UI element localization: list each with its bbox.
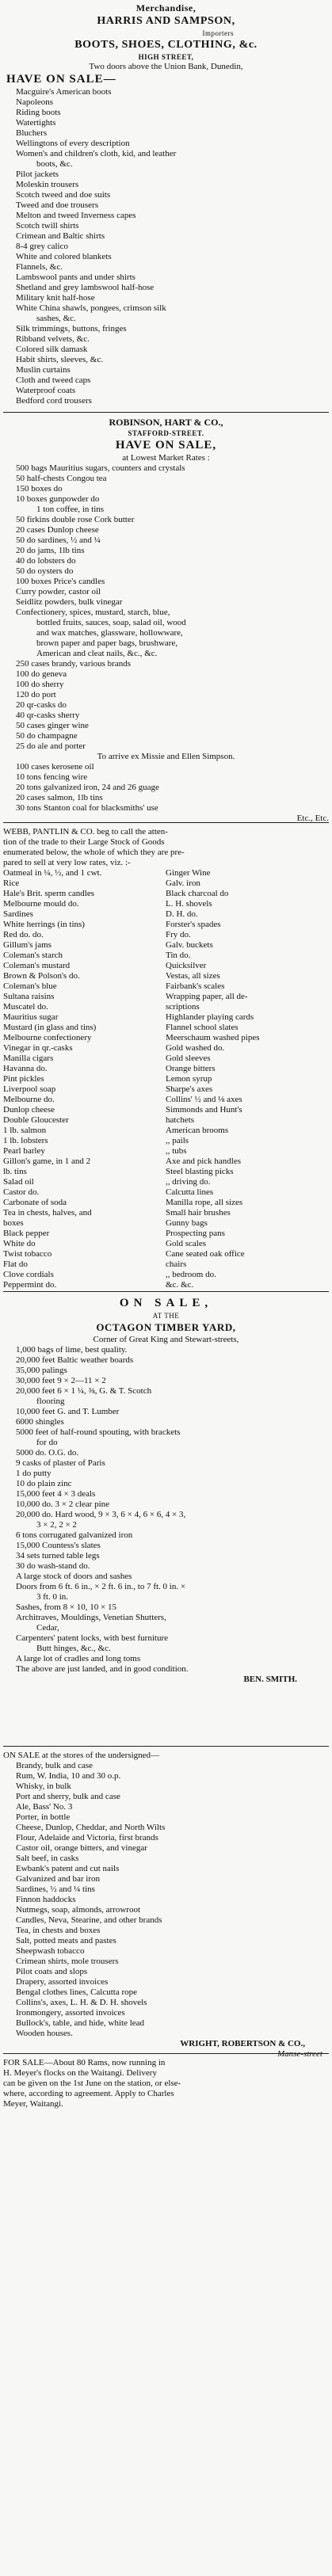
list-item: Salad oil xyxy=(3,1177,34,1187)
table-row xyxy=(3,920,329,930)
list-item: 40 do lobsters do xyxy=(16,556,76,566)
list-item: 20,000 do. Hard wood, 9 × 3, 6 × 4, 6 × 6, 4 × 3, xyxy=(16,1510,186,1519)
divider xyxy=(3,822,329,823)
sale-heading: HAVE ON SALE, xyxy=(115,439,217,452)
signature: BEN. SMITH. xyxy=(243,1675,297,1684)
list-item: 40 qr-casks sherry xyxy=(16,711,80,720)
list-item: Napoleons xyxy=(16,97,54,107)
list-item: Galv. iron xyxy=(166,878,200,888)
list-item: Ironmongery, assorted invoices xyxy=(16,2008,125,2018)
list-item: Rice xyxy=(3,878,20,888)
list-item: Manilla cigars xyxy=(3,1054,54,1063)
list-item: Sharpe's axes xyxy=(166,1084,213,1094)
list-item: Oatmeal in ¼, ½, and 1 cwt. xyxy=(3,868,102,878)
closing-note: The above are just landed, and in good condition. xyxy=(16,1664,189,1674)
list-item: Lambswool pants and under shirts xyxy=(16,272,135,282)
divider xyxy=(3,412,329,413)
list-item: ,, driving do. xyxy=(166,1177,211,1187)
table-row xyxy=(3,951,329,961)
list-item: Cloth and tweed caps xyxy=(16,375,91,385)
list-item: Riding boots xyxy=(16,108,61,117)
list-item: Colored silk damask xyxy=(16,345,88,354)
list-item: Melbourne do. xyxy=(3,1095,55,1104)
location-line: Two doors above the Union Bank, Dunedin, xyxy=(89,62,243,71)
list-item: Curry powder, castor oil xyxy=(16,587,101,596)
list-item: 30 tons Stanton coal for blacksmiths' use xyxy=(16,803,158,813)
table-row xyxy=(3,868,329,878)
list-item: Bullock's, table, and hide, white lead xyxy=(16,2018,145,2028)
table-row xyxy=(3,1157,329,1167)
list-item: Flannels, &c. xyxy=(16,262,63,272)
list-item: Black charcoal do xyxy=(166,889,229,898)
list-item: Galvanized and bar iron xyxy=(16,1874,100,1884)
list-item: D. H. do. xyxy=(166,909,198,919)
yard-name: OCTAGON TIMBER YARD, xyxy=(96,1321,236,1333)
street-name: Manse-street xyxy=(277,2049,322,2059)
list-item: Women's and children's cloth, kid, and leather xyxy=(16,149,177,158)
list-item: 3 ft. 0 in. xyxy=(36,1592,69,1602)
table-row xyxy=(3,1280,329,1290)
list-item: Silk trimmings, buttons, fringes xyxy=(16,324,127,333)
list-item: 50 do oysters do xyxy=(16,566,74,576)
intro-line: ON SALE at the stores of the undersigned— xyxy=(3,1751,160,1760)
list-item: Port and sherry, bulk and case xyxy=(16,1792,120,1801)
list-item: Nutmegs, soap, almonds, arrowroot xyxy=(16,1905,141,1915)
list-item: Castor do. xyxy=(3,1187,40,1197)
list-item: Seidlitz powders, bulk vinegar xyxy=(16,597,123,607)
list-item: 15,000 feet 4 × 3 deals xyxy=(16,1489,96,1499)
list-item: White and colored blankets xyxy=(16,252,112,261)
list-item: Mustard (in glass and tins) xyxy=(3,1023,97,1032)
list-item: 15,000 Countess's slates xyxy=(16,1541,101,1550)
list-item: White China shawls, pongees, crimson silk xyxy=(16,303,166,313)
list-item: Butt hinges, &c., &c. xyxy=(36,1644,111,1653)
list-item: boots, &c. xyxy=(36,159,73,169)
list-item: 100 do sherry xyxy=(16,680,64,689)
list-item: White herrings (in tins) xyxy=(3,920,85,929)
list-item: 10,000 feet G. and T. Lumber xyxy=(16,1407,120,1416)
trade-tag: Importers xyxy=(202,29,234,37)
sale-heading: HAVE ON SALE— xyxy=(6,73,116,86)
list-item: A large stock of doors and sashes xyxy=(16,1572,132,1581)
list-item: Muscatel do. xyxy=(3,1002,48,1012)
list-item: Bedford cord trousers xyxy=(16,396,92,406)
list-item: Bengal clothes lines, Calcutta rope xyxy=(16,1987,138,1997)
table-row xyxy=(3,930,329,940)
list-item: &c. &c. xyxy=(166,1280,194,1290)
table-row xyxy=(3,1054,329,1064)
notice-line: H. Meyer's flocks on the Waitangi. Delivery xyxy=(3,2068,157,2078)
list-item: Rum, W. India, 10 and 30 o.p. xyxy=(16,1771,121,1781)
list-item: Scotch twill shirts xyxy=(16,221,79,231)
intro-paragraph xyxy=(3,1751,329,1771)
list-item: Flat do xyxy=(3,1259,28,1269)
table-row xyxy=(3,1146,329,1157)
list-item: Melton and tweed Inverness capes xyxy=(16,211,136,220)
list-item: 20,000 feet Baltic weather boards xyxy=(16,1355,134,1365)
notice-line: Meyer, Waitangi. xyxy=(3,2099,63,2109)
list-item: Steel blasting picks xyxy=(166,1167,234,1176)
list-item: hatchets xyxy=(166,1115,195,1125)
list-item: 1 lb. salmon xyxy=(3,1126,47,1135)
list-item: Finnon haddocks xyxy=(16,1895,76,1904)
list-item: 6000 shingles xyxy=(16,1417,64,1427)
list-item: Drapery, assorted invoices xyxy=(16,1977,109,1987)
list-item: Shetland and grey lambswool half-hose xyxy=(16,283,155,292)
table-row xyxy=(3,981,329,992)
sale-heading: ON SALE, xyxy=(119,1297,213,1309)
divider xyxy=(3,1746,329,1747)
list-item: Scotch tweed and doe suits xyxy=(16,190,111,200)
notice-paragraph xyxy=(3,2058,329,2109)
list-item: Clove cordials xyxy=(3,1270,54,1279)
table-row xyxy=(3,1023,329,1033)
table-row xyxy=(3,1105,329,1115)
list-item: ,, bedroom do. xyxy=(166,1270,216,1279)
list-item: Doors from 6 ft. 6 in., × 2 ft. 6 in., to 7 ft. 0 in. × xyxy=(16,1582,186,1591)
list-item: 20 qr-casks do xyxy=(16,700,67,710)
table-row xyxy=(3,1126,329,1136)
list-item: 30 do wash-stand do. xyxy=(16,1561,90,1571)
list-item: Ribband velvets, &c. xyxy=(16,334,90,344)
list-item: To arrive ex Missie and Ellen Simpson. xyxy=(97,752,235,761)
intro-line: Brandy, bulk and case xyxy=(16,1761,93,1770)
list-item: Fairbank's scales xyxy=(166,981,225,991)
notice-line: can be given on the 1st June on the station, or else- xyxy=(3,2079,181,2088)
divider xyxy=(3,2053,329,2054)
list-item: Mauritius sugar xyxy=(3,1012,59,1022)
table-row xyxy=(3,1187,329,1198)
intro-paragraph xyxy=(3,827,329,868)
list-item: Ale, Bass' No. 3 xyxy=(16,1802,73,1812)
list-item: Bluchers xyxy=(16,128,48,138)
intro-line: tion of the trade to their Large Stock of Goods xyxy=(3,837,165,847)
corner-line: Corner of Great King and Stewart-streets, xyxy=(93,1335,239,1344)
list-item: Cane seated oak office xyxy=(166,1249,245,1259)
list-item: Crimean and Baltic shirts xyxy=(16,231,105,241)
list-item: Sardines xyxy=(3,909,33,919)
table-row xyxy=(3,1074,329,1084)
list-item: 50 cases ginger wine xyxy=(16,721,89,730)
advertiser-firm: HARRIS AND SAMPSON, xyxy=(97,15,235,27)
list-item: Lemon syrup xyxy=(166,1074,212,1084)
table-row xyxy=(3,1012,329,1023)
list-item: 10 do plain zinc xyxy=(16,1479,72,1488)
list-item: Gillon's game, in 1 and 2 xyxy=(3,1157,91,1166)
street-name: HIGH STREET, xyxy=(138,53,194,61)
list-item: 3 × 2, 2 × 2 xyxy=(36,1520,77,1530)
list-item: Collins' ½ and ⅛ axes xyxy=(166,1095,242,1104)
list-item: Architraves, Mouldings, Venetian Shutters, xyxy=(16,1613,166,1622)
list-item: Gold washed do. xyxy=(166,1043,225,1053)
list-item: 20 cases Dunlop cheese xyxy=(16,525,99,535)
table-row xyxy=(3,1136,329,1146)
list-item: Crimean shirts, mole trousers xyxy=(16,1957,119,1966)
list-item: Watertights xyxy=(16,118,56,128)
octagon-timber-yard-advertisement xyxy=(3,1296,329,1685)
list-item: 6 tons corrugated galvanized iron xyxy=(16,1530,133,1540)
list-item: 120 do port xyxy=(16,690,56,699)
list-item: Sardines, ½ and ¼ tins xyxy=(16,1884,95,1894)
item-list xyxy=(3,463,329,824)
table-row xyxy=(3,1229,329,1239)
table-row xyxy=(3,1208,329,1218)
table-row xyxy=(3,1218,329,1229)
table-row xyxy=(3,1043,329,1054)
list-item: 25 do ale and porter xyxy=(16,741,86,751)
wright-robertson-advertisement xyxy=(3,1751,329,2060)
advertiser-firm: WRIGHT, ROBERTSON & CO., xyxy=(180,2039,305,2048)
robinson-hart-advertisement xyxy=(3,417,329,824)
section-heading: Merchandise, xyxy=(135,2,197,13)
list-item: Muslin curtains xyxy=(16,365,71,375)
at-the-label: AT THE xyxy=(152,1312,180,1320)
list-item: Ewbank's patent and cut nails xyxy=(16,1864,120,1873)
list-item: 50 do champagne xyxy=(16,731,78,741)
list-item: 1 do putty xyxy=(16,1469,52,1478)
list-item: 8-4 grey calico xyxy=(16,242,68,251)
list-item: Whisky, in bulk xyxy=(16,1781,71,1791)
item-list xyxy=(3,1771,329,2039)
list-item: Cheese, Dunlop, Cheddar, and North Wilts xyxy=(16,1823,166,1832)
list-item: Meerschaum washed pipes xyxy=(166,1033,260,1042)
divider xyxy=(3,1291,329,1292)
list-item: brown paper and paper bags, brushware, xyxy=(36,638,178,648)
item-list xyxy=(3,1345,329,1664)
table-row xyxy=(3,992,329,1002)
list-item: Ginger Wine xyxy=(166,868,211,878)
list-item: 50 firkins double rose Cork butter xyxy=(16,515,135,524)
list-item: 5000 feet of half-round spouting, with brackets xyxy=(16,1427,181,1437)
list-item: boxes xyxy=(3,1218,24,1228)
list-item: Gold sleeves xyxy=(166,1054,211,1063)
list-item: Porter, in bottle xyxy=(16,1812,71,1822)
list-item: 500 bags Mauritius sugars, counters and crystals xyxy=(16,463,185,473)
harris-sampson-advertisement xyxy=(3,2,329,406)
list-item: Carbonate of soda xyxy=(3,1198,67,1207)
list-item: Macguire's American boots xyxy=(16,87,112,97)
list-item: American brooms xyxy=(166,1126,229,1135)
list-item: Calcutta lines xyxy=(166,1187,214,1197)
list-item: Tweed and doe trousers xyxy=(16,200,99,210)
list-item: Melbourne mould do. xyxy=(3,899,79,909)
table-row xyxy=(3,1198,329,1208)
list-item: Liverpool soap xyxy=(3,1084,56,1094)
list-item: for do xyxy=(36,1438,58,1447)
notice-line: FOR SALE—About 80 Rams, now running in xyxy=(3,2058,166,2067)
table-row xyxy=(3,1270,329,1280)
list-item: 30,000 feet 9 × 2—11 × 2 xyxy=(16,1376,106,1385)
table-row xyxy=(3,909,329,920)
list-item: Simmonds and Hunt's xyxy=(166,1105,242,1115)
list-item: Wellingtons of every description xyxy=(16,139,130,148)
list-item: Black pepper xyxy=(3,1229,50,1238)
rams-for-sale-advertisement xyxy=(3,2058,329,2109)
list-item: 35,000 palings xyxy=(16,1366,67,1375)
table-row xyxy=(3,899,329,909)
list-item: Prospecting pans xyxy=(166,1229,225,1238)
trade-heading: BOOTS, SHOES, CLOTHING, &c. xyxy=(74,39,258,51)
list-item: Orange bitters xyxy=(166,1064,216,1073)
table-row xyxy=(3,1167,329,1177)
list-item: Wrapping paper, all de- xyxy=(166,992,248,1001)
list-item: Habit shirts, sleeves, &c. xyxy=(16,355,103,364)
list-item: Gunny bags xyxy=(166,1218,208,1228)
list-item: 1,000 bags of lime, best quality. xyxy=(16,1345,128,1355)
list-item: Salt beef, in casks xyxy=(16,1854,79,1863)
table-row xyxy=(3,940,329,951)
list-item: Tin do. xyxy=(166,951,191,960)
list-item: 20 cases salmon, 1lb tins xyxy=(16,793,103,802)
list-item: L. H. shovels xyxy=(166,899,212,909)
notice-line: where, according to agreement. Apply to Charles xyxy=(3,2089,174,2098)
list-item: Pilot coats and slops xyxy=(16,1967,88,1976)
list-item: 10,000 do. 3 × 2 clear pine xyxy=(16,1499,110,1509)
table-row xyxy=(3,971,329,981)
list-item: Flour, Adelaide and Victoria, first brands xyxy=(16,1833,158,1842)
list-item: American and cleat nails, &c., &c. xyxy=(36,649,158,658)
table-row xyxy=(3,1064,329,1074)
table-row xyxy=(3,1259,329,1270)
list-item: 1 lb. lobsters xyxy=(3,1136,48,1145)
list-item: Flannel school slates xyxy=(166,1023,239,1032)
list-item: Gillum's jams xyxy=(3,940,52,950)
list-item: Quicksilver xyxy=(166,961,207,970)
list-item: 20 tons galvanized iron, 24 and 26 guage xyxy=(16,783,159,792)
intro-line: pared to sell at very low rates, viz. :- xyxy=(3,858,131,867)
list-item: Moleskin trousers xyxy=(16,180,79,189)
list-item: Dunlop cheese xyxy=(3,1105,55,1115)
list-item: chairs xyxy=(166,1259,187,1269)
table-row xyxy=(3,1084,329,1095)
list-item: Collins's, axes, L. H. & D. H. shovels xyxy=(16,1998,147,2007)
table-row xyxy=(3,1239,329,1249)
table-row xyxy=(3,878,329,889)
list-item: Vinegar in qr.-casks xyxy=(3,1043,73,1053)
list-item: flooring xyxy=(36,1397,65,1406)
list-item: 34 sets turned table legs xyxy=(16,1551,100,1560)
table-row xyxy=(3,1002,329,1012)
list-item: Sheepwash tobacco xyxy=(16,1946,85,1956)
list-item: bottled fruits, sauces, soap, salad oil, wood xyxy=(36,618,186,627)
list-item: 150 boxes do xyxy=(16,484,63,493)
advertiser-firm: ROBINSON, HART & CO., xyxy=(109,417,223,428)
item-list xyxy=(3,87,329,406)
list-item: Twist tobacco xyxy=(3,1249,52,1259)
list-item: Pint pickles xyxy=(3,1074,44,1084)
list-item: 5000 do. O.G. do. xyxy=(16,1448,79,1458)
list-item: Hale's Brit. sperm candles xyxy=(3,889,95,898)
list-item: Candles, Neva, Stearine, and other brands xyxy=(16,1915,162,1925)
table-row xyxy=(3,1033,329,1043)
list-item: Fry do. xyxy=(166,930,191,939)
list-item: Brown & Polson's do. xyxy=(3,971,80,981)
list-item: Pilot jackets xyxy=(16,170,59,179)
table-row xyxy=(3,1177,329,1187)
intro-line: enumerated below, the whole of which they are pre- xyxy=(3,848,185,857)
list-item: Gold scales xyxy=(166,1239,207,1248)
list-item: Waterproof coats xyxy=(16,386,76,395)
list-item: A large lot of cradles and long toms xyxy=(16,1654,141,1663)
list-item: Military knit half-hose xyxy=(16,293,95,303)
list-item: 10 boxes gunpowder do xyxy=(16,494,100,504)
list-item: Cedar, xyxy=(36,1623,59,1633)
list-item: 20 do jams, 1lb tins xyxy=(16,546,85,555)
list-item: Sultana raisins xyxy=(3,992,55,1001)
list-item: Double Gloucester xyxy=(3,1115,69,1125)
list-item: White do xyxy=(3,1239,36,1248)
two-column-list xyxy=(3,868,329,1290)
list-item: Havanna do. xyxy=(3,1064,48,1073)
list-item: Coleman's blue xyxy=(3,981,57,991)
list-item: Etc., Etc. xyxy=(296,814,329,823)
list-item: Castor oil, orange bitters, and vinegar xyxy=(16,1843,147,1853)
list-item: 10 tons fencing wire xyxy=(16,772,88,782)
list-item: 100 boxes Price's candles xyxy=(16,577,105,586)
list-item: Wooden houses. xyxy=(16,2029,73,2038)
table-row xyxy=(3,1249,329,1259)
list-item: Sashes, from 8 × 10, 10 × 15 xyxy=(16,1602,116,1612)
list-item: Red do. do. xyxy=(3,930,44,939)
list-item: 50 half-chests Congou tea xyxy=(16,474,107,483)
list-item: 100 cases kerosene oil xyxy=(16,762,94,772)
table-row xyxy=(3,1095,329,1105)
list-item: Carpenters' patent locks, with best furniture xyxy=(16,1633,168,1643)
list-item: Melbourne confectionery xyxy=(3,1033,92,1042)
table-row xyxy=(3,889,329,899)
list-item: Vestas, all sizes xyxy=(166,971,220,981)
list-item: ,, tubs xyxy=(166,1146,187,1156)
list-item: Pearl barley xyxy=(3,1146,45,1156)
list-item: Confectionery, spices, mustard, starch, blue, xyxy=(16,608,170,617)
list-item: Highlander playing cards xyxy=(166,1012,254,1022)
list-item: and wax matches, glassware, hollowware, xyxy=(36,628,183,638)
list-item: 9 casks of plaster of Paris xyxy=(16,1458,105,1468)
list-item: Galv. buckets xyxy=(166,940,213,950)
intro-line: WEBB, PANTLIN & CO. beg to call the atten- xyxy=(3,827,168,836)
list-item: ,, pails xyxy=(166,1136,189,1145)
webb-pantlin-advertisement xyxy=(3,827,329,1290)
list-item: Forster's spades xyxy=(166,920,221,929)
street-name: STAFFORD-STREET. xyxy=(128,429,204,437)
list-item: Tea, in chests and boxes xyxy=(16,1926,101,1935)
table-row xyxy=(3,961,329,971)
list-item: Small hair brushes xyxy=(166,1208,231,1218)
list-item: sashes, &c. xyxy=(36,314,76,323)
list-item: 250 cases brandy, various brands xyxy=(16,659,131,669)
list-item: 1 ton coffee, in tins xyxy=(36,505,105,514)
list-item: Coleman's starch xyxy=(3,951,63,960)
list-item: 50 do sardines, ½ and ¼ xyxy=(16,535,101,545)
list-item: scriptions xyxy=(166,1002,200,1012)
table-row xyxy=(3,1115,329,1126)
list-item: Axe and pick handles xyxy=(166,1157,241,1166)
list-item: Manilla rope, all sizes xyxy=(166,1198,243,1207)
list-item: Coleman's mustard xyxy=(3,961,71,970)
list-item: Peppermint do. xyxy=(3,1280,57,1290)
rates-line: at Lowest Market Rates : xyxy=(122,453,210,463)
list-item: Tea in chests, halves, and xyxy=(3,1208,92,1218)
list-item: 100 do geneva xyxy=(16,669,67,679)
list-item: Salt, potted meats and pastes xyxy=(16,1936,116,1945)
list-item: 20,000 feet 6 × 1 ¼, ⅜, G. & T. Scotch xyxy=(16,1386,152,1396)
list-item: lb. tins xyxy=(3,1167,27,1176)
